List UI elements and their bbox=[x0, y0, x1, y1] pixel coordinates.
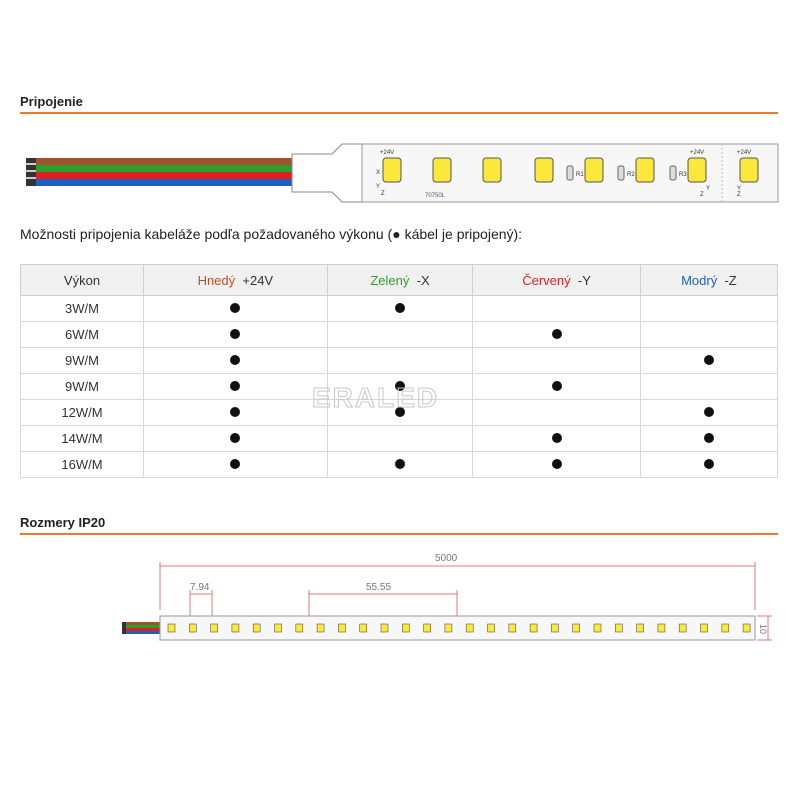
cell-brown bbox=[144, 452, 328, 478]
cell-brown bbox=[144, 348, 328, 374]
led-chip bbox=[189, 624, 196, 632]
cell-blue bbox=[640, 426, 777, 452]
table-row bbox=[21, 322, 778, 348]
svg-text:Z: Z bbox=[700, 192, 704, 198]
connected-dot bbox=[395, 407, 405, 417]
led-chip bbox=[585, 158, 603, 182]
power-cell: 9W/M bbox=[21, 374, 144, 400]
led-chip bbox=[402, 624, 409, 632]
svg-text:Y: Y bbox=[706, 186, 711, 192]
led-chip bbox=[637, 624, 644, 632]
cell-brown bbox=[144, 374, 328, 400]
header-red: Červený -Y bbox=[473, 265, 641, 296]
led-chip bbox=[594, 624, 601, 632]
led-chip bbox=[551, 624, 558, 632]
connection-caption: Možnosti pripojenia kabeláže podľa požadovaného výkonu (● kábel je pripojený): bbox=[20, 226, 523, 242]
svg-text:+24V: +24V bbox=[690, 150, 705, 156]
cell-brown bbox=[144, 400, 328, 426]
cell-green bbox=[327, 426, 473, 452]
power-cell: 3W/M bbox=[21, 296, 144, 322]
table-row bbox=[21, 426, 778, 452]
led-chip bbox=[445, 624, 452, 632]
svg-text:R3: R3 bbox=[679, 172, 687, 178]
led-chip bbox=[701, 624, 708, 632]
led-chip bbox=[253, 624, 260, 632]
section-divider bbox=[20, 112, 778, 114]
connected-dot bbox=[230, 329, 240, 339]
connected-dot bbox=[230, 433, 240, 443]
strip-model-label: 70750L bbox=[425, 193, 446, 199]
led-chip bbox=[466, 624, 473, 632]
connector-pins bbox=[26, 158, 36, 186]
section-title-connection: Pripojenie bbox=[20, 94, 83, 109]
wire-blue bbox=[36, 179, 292, 186]
header-blue: Modrý -Z bbox=[640, 265, 777, 296]
connected-dot bbox=[704, 355, 714, 365]
cell-red bbox=[473, 400, 641, 426]
cell-green bbox=[327, 296, 473, 322]
led-chip bbox=[615, 624, 622, 632]
led-chip bbox=[688, 158, 706, 182]
led-chip bbox=[424, 624, 431, 632]
cell-blue bbox=[640, 400, 777, 426]
led-chip bbox=[679, 624, 686, 632]
table-row bbox=[21, 374, 778, 400]
table-row bbox=[21, 296, 778, 322]
led-chip bbox=[636, 158, 654, 182]
connected-dot bbox=[230, 381, 240, 391]
table-row bbox=[21, 348, 778, 374]
led-chip bbox=[722, 624, 729, 632]
connected-dot bbox=[552, 433, 562, 443]
cell-blue bbox=[640, 296, 777, 322]
dim-length-label: 5000 bbox=[435, 553, 458, 564]
cell-blue bbox=[640, 348, 777, 374]
header-brown: Hnedý +24V bbox=[144, 265, 328, 296]
dim-width-label: 10 bbox=[758, 624, 768, 635]
section-title-dimensions: Rozmery IP20 bbox=[20, 515, 106, 530]
svg-text:R2: R2 bbox=[627, 172, 635, 178]
power-cell: 6W/M bbox=[21, 322, 144, 348]
strip-dimensions-diagram bbox=[0, 548, 800, 668]
led-chip bbox=[658, 624, 665, 632]
wire-red bbox=[36, 172, 292, 179]
svg-text:Y: Y bbox=[376, 184, 381, 190]
led-chip bbox=[383, 158, 401, 182]
led-chip bbox=[740, 158, 758, 182]
cell-red bbox=[473, 374, 641, 400]
led-chip bbox=[317, 624, 324, 632]
connected-dot bbox=[704, 407, 714, 417]
connected-dot bbox=[230, 459, 240, 469]
led-chip bbox=[211, 624, 218, 632]
cell-blue bbox=[640, 452, 777, 478]
table-row bbox=[21, 400, 778, 426]
connected-dot bbox=[230, 407, 240, 417]
led-chip bbox=[168, 624, 175, 632]
table-row bbox=[21, 452, 778, 478]
led-chip bbox=[338, 624, 345, 632]
led-chip bbox=[275, 624, 282, 632]
svg-text:+24V: +24V bbox=[737, 150, 752, 156]
led-chip bbox=[232, 624, 239, 632]
led-chip bbox=[509, 624, 516, 632]
svg-text:Z: Z bbox=[737, 192, 741, 198]
connected-dot bbox=[704, 433, 714, 443]
header-green: Zelený -X bbox=[327, 265, 473, 296]
connected-dot bbox=[230, 303, 240, 313]
svg-text:Z: Z bbox=[381, 191, 385, 197]
cell-brown bbox=[144, 296, 328, 322]
led-chip bbox=[483, 158, 501, 182]
led-chip bbox=[743, 624, 750, 632]
connected-dot bbox=[552, 459, 562, 469]
cell-green bbox=[327, 374, 473, 400]
svg-text:X: X bbox=[376, 170, 381, 176]
cell-red bbox=[473, 426, 641, 452]
power-cell: 14W/M bbox=[21, 426, 144, 452]
power-cell: 12W/M bbox=[21, 400, 144, 426]
connected-dot bbox=[395, 459, 405, 469]
watermark-logo: ERALED bbox=[312, 382, 440, 413]
table-header-row bbox=[21, 265, 778, 296]
connected-dot bbox=[230, 355, 240, 365]
led-chip bbox=[433, 158, 451, 182]
cell-green bbox=[327, 322, 473, 348]
dim-segment-label: 55.55 bbox=[366, 582, 392, 593]
connected-dot bbox=[552, 381, 562, 391]
cell-brown bbox=[144, 322, 328, 348]
led-chip bbox=[488, 624, 495, 632]
section-divider bbox=[20, 533, 778, 535]
connected-dot bbox=[395, 303, 405, 313]
power-options-table bbox=[20, 264, 778, 478]
svg-text:Y: Y bbox=[737, 186, 742, 192]
cell-red bbox=[473, 296, 641, 322]
connected-dot bbox=[552, 329, 562, 339]
led-chip bbox=[296, 624, 303, 632]
power-cell: 9W/M bbox=[21, 348, 144, 374]
cell-red bbox=[473, 348, 641, 374]
dim-pitch-label: 7.94 bbox=[190, 582, 210, 593]
cell-blue bbox=[640, 322, 777, 348]
led-chip bbox=[530, 624, 537, 632]
cell-brown bbox=[144, 426, 328, 452]
led-chip bbox=[381, 624, 388, 632]
cell-green bbox=[327, 400, 473, 426]
cell-green bbox=[327, 452, 473, 478]
header-power: Výkon bbox=[21, 265, 144, 296]
connector-housing bbox=[292, 144, 362, 202]
svg-text:+24V: +24V bbox=[380, 150, 395, 156]
connected-dot bbox=[395, 381, 405, 391]
led-chip bbox=[360, 624, 367, 632]
led-strip-dim-body bbox=[160, 616, 755, 640]
wire-brown bbox=[36, 158, 292, 165]
wire-green bbox=[36, 165, 292, 172]
led-chip bbox=[535, 158, 553, 182]
connected-dot bbox=[704, 459, 714, 469]
cell-blue bbox=[640, 374, 777, 400]
led-chip bbox=[573, 624, 580, 632]
cell-red bbox=[473, 452, 641, 478]
svg-text:R1: R1 bbox=[576, 172, 584, 178]
cell-red bbox=[473, 322, 641, 348]
cell-green bbox=[327, 348, 473, 374]
power-cell: 16W/M bbox=[21, 452, 144, 478]
